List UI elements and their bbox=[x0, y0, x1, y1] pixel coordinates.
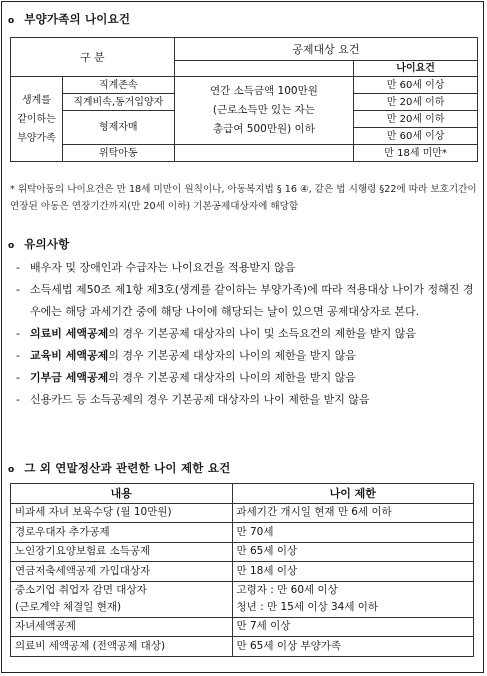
table-row: 의료비 세액공제 (전액공제 대상) 만 65세 이상 부양가족 bbox=[11, 637, 474, 657]
section-title-text: 그 외 연말정산과 관련한 나이 제한 요건 bbox=[24, 461, 231, 475]
group-label: 생계를 같이하는 부양가족 bbox=[11, 77, 63, 162]
other-age-limits-table bbox=[10, 483, 474, 657]
section-title-cautions bbox=[8, 236, 69, 252]
row-age: 만 60세 이상 bbox=[354, 77, 478, 94]
dependents-age-table bbox=[10, 37, 478, 162]
table-row: 경로우대자 추가공제 만 70세 bbox=[11, 523, 474, 543]
header-limit: 나이 제한 bbox=[232, 484, 473, 504]
cautions-list bbox=[16, 257, 480, 411]
header-age: 나이요건 bbox=[354, 61, 478, 77]
bullet-marker: o bbox=[8, 241, 15, 251]
table-row: 연금저축세액공제 가입대상자 만 18세 이상 bbox=[11, 562, 474, 582]
header-item: 내용 bbox=[11, 484, 233, 504]
header-category: 구 분 bbox=[11, 38, 175, 77]
table-row: 자녀세액공제 만 7세 이상 bbox=[11, 617, 474, 637]
row-name: 직계존속 bbox=[62, 77, 174, 94]
footnote: * 위탁아동의 나이요건은 만 18세 미만이 원칙이나, 아동복지법 § 16 ④, 같은 법 시행령 §22에 따라 보호기간이 연장된 아동은 연장기간까지(만 20세 이하) 기본공제대상자에 해당함 bbox=[10, 184, 477, 212]
row-name: 형제자매 bbox=[62, 111, 174, 145]
caution-item: - 기부금 세액공제의 경우 기본공제 대상자의 나이의 제한을 받지 않음 bbox=[16, 371, 356, 384]
section-title-text: 부양가족의 나이요건 bbox=[24, 12, 131, 26]
row-condition-blank bbox=[174, 145, 354, 162]
caution-item: - 교육비 세액공제의 경우 기본공제 대상자의 나이의 제한을 받지 않음 bbox=[16, 349, 356, 362]
row-age: 만 60세 이상 bbox=[354, 128, 478, 145]
row-age: 만 20세 이하 bbox=[354, 111, 478, 128]
row-name: 직계비속,동거입양자 bbox=[62, 94, 174, 111]
caution-item: - 신용카드 등 소득공제의 경우 기본공제 대상자의 나이 제한을 받지 않음 bbox=[16, 393, 370, 406]
row-age: 만 18세 미만* bbox=[354, 145, 478, 162]
header-blank bbox=[174, 61, 354, 77]
table-row: 노인장기요양보험료 소득공제 만 65세 이상 bbox=[11, 542, 474, 562]
income-condition: 연간 소득금액 100만원 (근로소득만 있는 자는 총급여 500만원) 이하 bbox=[174, 77, 354, 145]
table-row: 중소기업 취업자 감면 대상자 (근로계약 체결일 현재) 고령자 : 만 60세 이상 청년 : 만 15세 이상 34세 이하 bbox=[11, 581, 474, 617]
section-title-dependents-age bbox=[8, 11, 130, 27]
header-requirement: 공제대상 요건 bbox=[174, 38, 477, 61]
section-title-other-age-limits bbox=[8, 460, 230, 476]
bullet-marker: o bbox=[8, 16, 15, 26]
caution-item: - 배우자 및 장애인과 수급자는 나이요건을 적용받지 않음 bbox=[16, 261, 296, 274]
bullet-marker: o bbox=[8, 465, 15, 475]
caution-item: - 의료비 세액공제의 경우 기본공제 대상자의 나이 및 소득요건의 제한을 받지 않음 bbox=[16, 327, 416, 340]
table-row: 비과세 자녀 보육수당 (월 10만원) 과세기간 개시일 현재 만 6세 이하 bbox=[11, 503, 474, 523]
row-age: 만 20세 이하 bbox=[354, 94, 478, 111]
section-title-text: 유의사항 bbox=[24, 237, 70, 251]
caution-item: - 소득세법 제50조 제1항 제3호(생계를 같이하는 부양가족)에 따라 적용대상 나이가 정해진 경우에는 해당 과세기간 중에 해당 나이에 해당되는 날이 있으면 공제대상자로 본다. bbox=[16, 283, 474, 318]
row-name: 위탁아동 bbox=[62, 145, 174, 162]
